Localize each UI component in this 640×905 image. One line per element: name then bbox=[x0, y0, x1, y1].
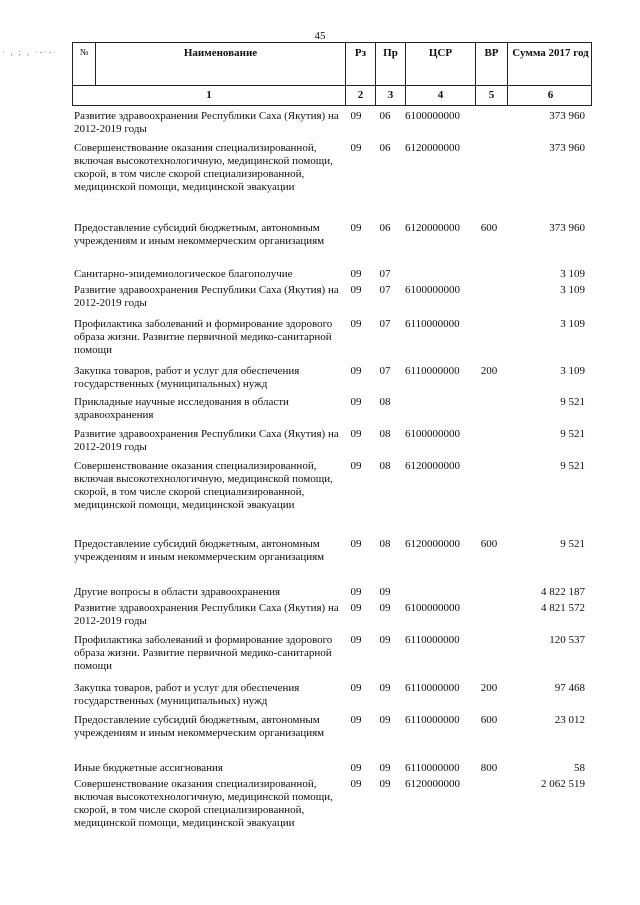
row-name: Развитие здравоохранения Республики Саха (Якутия) на 2012-2019 годы bbox=[74, 110, 339, 135]
row-name: Развитие здравоохранения Республики Саха (Якутия) на 2012-2019 годы bbox=[74, 602, 339, 627]
row-pr: 09 bbox=[379, 634, 391, 646]
row-sum: 9 521 bbox=[560, 396, 585, 408]
row-rz: 09 bbox=[350, 268, 362, 280]
row-rz: 09 bbox=[350, 222, 362, 234]
row-csr: 6110000000 bbox=[405, 634, 460, 646]
header-num-4: 4 bbox=[405, 86, 475, 105]
scan-artifact: · , ; , ·-·-· bbox=[2, 48, 59, 57]
row-rz: 09 bbox=[350, 110, 362, 122]
row-name: Прикладные научные исследования в области здравоохранения bbox=[74, 396, 289, 421]
row-csr: 6120000000 bbox=[405, 538, 460, 550]
row-csr: 6100000000 bbox=[405, 110, 460, 122]
header-num-6: 6 bbox=[507, 86, 593, 105]
row-name: Закупка товаров, работ и услуг для обеспечения государственных (муниципальных) нужд bbox=[74, 682, 300, 707]
row-rz: 09 bbox=[350, 586, 362, 598]
row-name: Совершенствование оказания специализированной, включая высокотехнологичную, медицинской помощи, скорой, в том числе скорой специализированной, медицинской помощи, медицинской эвакуации bbox=[74, 778, 333, 829]
row-csr: 6110000000 bbox=[405, 762, 460, 774]
row-name: Предоставление субсидий бюджетным, автономным учреждениям и иным некоммерческим организациям bbox=[74, 222, 325, 247]
row-rz: 09 bbox=[350, 142, 362, 154]
row-vr: 200 bbox=[480, 682, 498, 694]
table-header bbox=[72, 42, 592, 86]
row-rz: 09 bbox=[350, 538, 362, 550]
row-pr: 06 bbox=[379, 222, 391, 234]
row-pr: 09 bbox=[379, 778, 391, 790]
row-name: Профилактика заболеваний и формирование здорового образа жизни. Развитие первичной медико-санитарной помощи bbox=[74, 634, 333, 672]
row-name: Другие вопросы в области здравоохранения bbox=[74, 586, 281, 598]
row-rz: 09 bbox=[350, 762, 362, 774]
row-vr: 200 bbox=[480, 365, 498, 377]
row-rz: 09 bbox=[350, 714, 362, 726]
row-rz: 09 bbox=[350, 778, 362, 790]
row-csr: 6100000000 bbox=[405, 428, 460, 440]
row-rz: 09 bbox=[350, 428, 362, 440]
row-rz: 09 bbox=[350, 396, 362, 408]
row-vr: 600 bbox=[480, 538, 498, 550]
header-pr: Пр bbox=[375, 43, 405, 85]
row-pr: 08 bbox=[379, 396, 391, 408]
row-pr: 09 bbox=[379, 602, 391, 614]
row-pr: 07 bbox=[379, 365, 391, 377]
header-csr: ЦСР bbox=[405, 43, 475, 85]
row-pr: 06 bbox=[379, 142, 391, 154]
header-num-1: 1 bbox=[206, 89, 212, 101]
row-name: Развитие здравоохранения Республики Саха (Якутия) на 2012-2019 годы bbox=[74, 284, 339, 309]
row-name: Предоставление субсидий бюджетным, автономным учреждениям и иным некоммерческим организациям bbox=[74, 538, 325, 563]
row-rz: 09 bbox=[350, 634, 362, 646]
row-sum: 3 109 bbox=[560, 365, 585, 377]
row-csr: 6120000000 bbox=[405, 778, 460, 790]
header-vr: ВР bbox=[475, 43, 507, 85]
page-number: 45 bbox=[314, 30, 326, 42]
header-num-2: 2 bbox=[345, 86, 375, 105]
row-vr: 600 bbox=[480, 222, 498, 234]
row-name: Развитие здравоохранения Республики Саха (Якутия) на 2012-2019 годы bbox=[74, 428, 339, 453]
row-pr: 08 bbox=[379, 460, 391, 472]
row-csr: 6110000000 bbox=[405, 365, 460, 377]
row-vr: 600 bbox=[480, 714, 498, 726]
row-name: Профилактика заболеваний и формирование здорового образа жизни. Развитие первичной медико-санитарной помощи bbox=[74, 318, 333, 356]
row-sum: 9 521 bbox=[560, 460, 585, 472]
row-sum: 2 062 519 bbox=[541, 778, 585, 790]
row-sum: 3 109 bbox=[560, 268, 585, 280]
row-sum: 23 012 bbox=[554, 714, 585, 726]
header-col-no: № bbox=[79, 47, 89, 57]
row-sum: 373 960 bbox=[549, 110, 585, 122]
row-csr: 6100000000 bbox=[405, 284, 460, 296]
header-name: Наименование bbox=[95, 43, 345, 85]
row-rz: 09 bbox=[350, 682, 362, 694]
row-csr: 6110000000 bbox=[405, 318, 460, 330]
row-rz: 09 bbox=[350, 460, 362, 472]
row-rz: 09 bbox=[350, 602, 362, 614]
row-pr: 09 bbox=[379, 714, 391, 726]
row-sum: 120 537 bbox=[549, 634, 585, 646]
row-pr: 09 bbox=[379, 762, 391, 774]
table-header-numbers bbox=[72, 86, 592, 106]
row-pr: 09 bbox=[379, 682, 391, 694]
row-pr: 08 bbox=[379, 538, 391, 550]
row-vr: 800 bbox=[480, 762, 498, 774]
row-csr: 6120000000 bbox=[405, 222, 460, 234]
row-name: Иные бюджетные ассигнования bbox=[74, 762, 223, 774]
row-sum: 373 960 bbox=[549, 142, 585, 154]
row-pr: 07 bbox=[379, 284, 391, 296]
row-csr: 6120000000 bbox=[405, 460, 460, 472]
row-pr: 08 bbox=[379, 428, 391, 440]
header-num-5: 5 bbox=[475, 86, 507, 105]
row-sum: 3 109 bbox=[560, 318, 585, 330]
row-rz: 09 bbox=[350, 318, 362, 330]
row-pr: 09 bbox=[379, 586, 391, 598]
row-sum: 9 521 bbox=[560, 538, 585, 550]
row-sum: 58 bbox=[574, 762, 585, 774]
row-name: Предоставление субсидий бюджетным, автономным учреждениям и иным некоммерческим организациям bbox=[74, 714, 325, 739]
row-sum: 4 822 187 bbox=[541, 586, 585, 598]
row-name: Закупка товаров, работ и услуг для обеспечения государственных (муниципальных) нужд bbox=[74, 365, 300, 390]
row-csr: 6110000000 bbox=[405, 714, 460, 726]
header-rz: Рз bbox=[345, 43, 375, 85]
row-sum: 9 521 bbox=[560, 428, 585, 440]
row-name: Совершенствование оказания специализированной, включая высокотехнологичную, медицинской помощи, скорой, в том числе скорой специализированной, медицинской помощи, медицинской эвакуации bbox=[74, 460, 333, 511]
row-pr: 07 bbox=[379, 318, 391, 330]
row-name: Совершенствование оказания специализированной, включая высокотехнологичную, медицинской помощи, скорой, в том числе скорой специализированной, медицинской помощи, медицинской эвакуации bbox=[74, 142, 333, 193]
row-rz: 09 bbox=[350, 284, 362, 296]
row-pr: 07 bbox=[379, 268, 391, 280]
row-pr: 06 bbox=[379, 110, 391, 122]
row-sum: 4 821 572 bbox=[541, 602, 585, 614]
row-csr: 6120000000 bbox=[405, 142, 460, 154]
header-sum: Сумма 2017 год bbox=[507, 43, 593, 85]
row-name: Санитарно-эпидемиологическое благополучие bbox=[74, 268, 293, 280]
row-rz: 09 bbox=[350, 365, 362, 377]
row-sum: 97 468 bbox=[554, 682, 585, 694]
row-csr: 6100000000 bbox=[405, 602, 460, 614]
row-sum: 373 960 bbox=[549, 222, 585, 234]
header-num-3: 3 bbox=[375, 86, 405, 105]
row-csr: 6110000000 bbox=[405, 682, 460, 694]
row-sum: 3 109 bbox=[560, 284, 585, 296]
